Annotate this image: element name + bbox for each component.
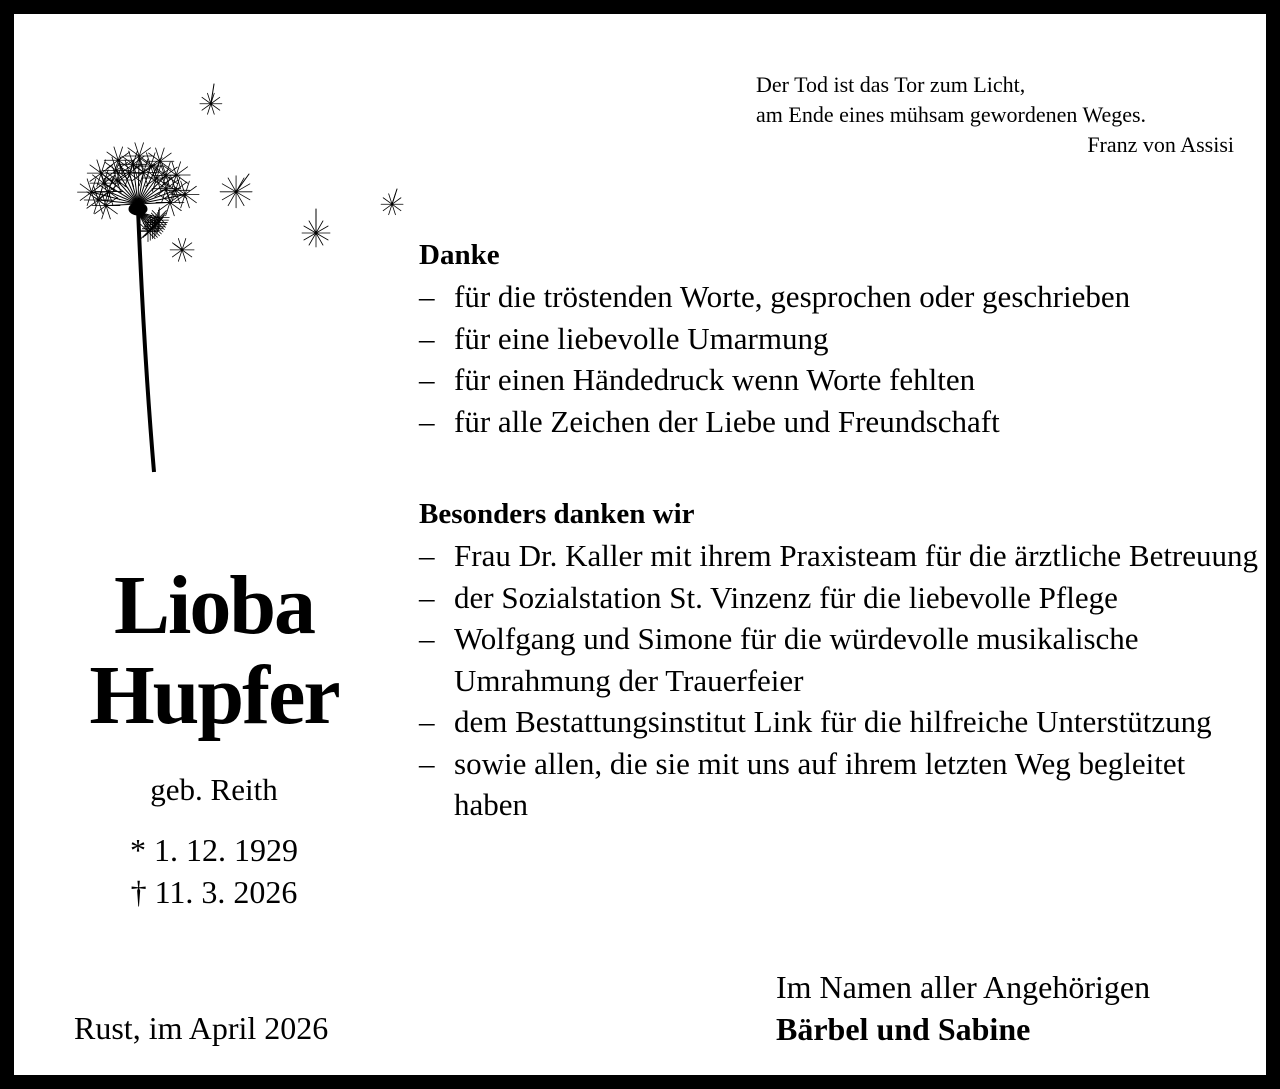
dandelion-icon [54,54,434,494]
list-item-text: der Sozialstation St. Vinzenz für die liebevolle Pflege [454,579,1118,615]
birth-date: * 1. 12. 1929 [130,832,298,868]
list-item-text: für die tröstenden Worte, gesprochen oder geschrieben [454,279,1131,314]
place-date: Rust, im April 2026 [74,1010,329,1046]
list-item [419,276,1259,318]
list-item-text: Wolfgang und Simone für die würdevolle musikalische Umrahmung der Trauerfeier [454,621,1139,698]
list-item-text: dem Bestattungsinstitut Link für die hilfreiche Unterstützung [454,704,1212,739]
list-item [419,359,1259,401]
thanks-heading: Danke [419,239,500,271]
special-thanks-list [419,535,1259,826]
dash-icon: – [419,403,435,439]
life-dates [54,829,374,913]
list-item [419,535,1259,577]
signoff [776,966,1150,1050]
list-item [419,743,1259,826]
list-item-text: für eine liebevolle Umarmung [454,320,829,356]
list-item-text: sowie allen, die sie mit uns auf ihrem letzten Weg begleitet haben [454,745,1186,822]
list-item [419,401,1259,443]
thanks-list [419,276,1259,442]
dash-icon: – [419,362,435,397]
quote-line: am Ende eines mühsam gewordenen Weges. [756,102,1147,127]
quote [756,70,1234,160]
thanks-section [419,235,1259,442]
list-item-text: Frau Dr. Kaller mit ihrem Praxisteam für die ärztliche Betreuung [454,538,1259,573]
death-date: † 11. 3. 2026 [130,874,298,910]
list-item-text: für alle Zeichen der Liebe und Freundschaft [454,403,1000,439]
signoff-line: Im Namen aller Angehörigen [776,969,1151,1005]
dash-icon: – [419,704,435,739]
special-thanks-section [419,494,1259,826]
dash-icon: – [419,320,435,356]
quote-author: Franz von Assisi [1087,132,1234,157]
list-item [419,318,1259,360]
signoff-names: Bärbel und Sabine [776,1011,1031,1047]
special-thanks-heading: Besonders danken wir [419,498,695,530]
last-name: Hupfer [89,649,339,742]
maiden-name: geb. Reith [150,772,278,807]
dash-icon: – [419,745,435,781]
list-item [419,701,1259,743]
dash-icon: – [419,579,435,615]
dash-icon: – [419,538,435,573]
dash-icon: – [419,621,435,656]
list-item [419,618,1259,701]
quote-line: Der Tod ist das Tor zum Licht, [756,72,1026,97]
dash-icon: – [419,279,435,314]
first-name: Lioba [113,559,315,652]
list-item [419,577,1259,619]
list-item-text: für einen Händedruck wenn Worte fehlten [454,362,976,397]
